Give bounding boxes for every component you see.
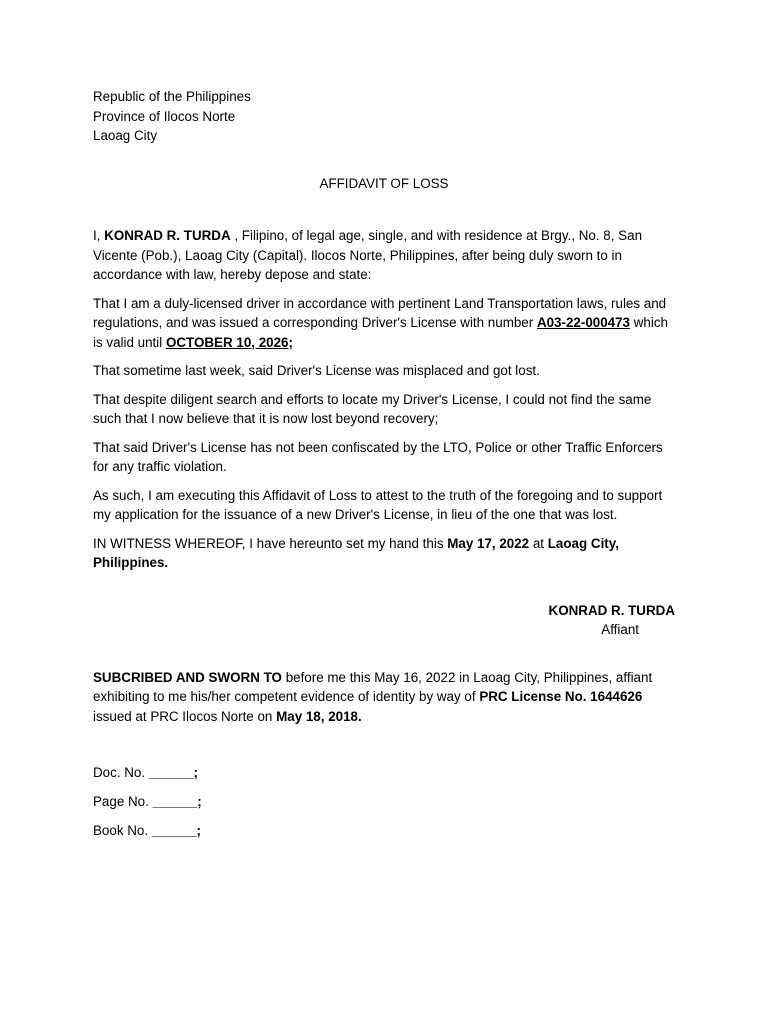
signature-block (93, 601, 675, 640)
book-no-line (93, 821, 675, 841)
doc-no-line (93, 763, 675, 783)
header-republic: Republic of the Philippines (93, 89, 251, 104)
witness-paragraph (93, 534, 675, 573)
license-end: ; (288, 334, 293, 350)
witness-mid: at (529, 535, 548, 551)
jurat-text1: before me this May 16, 2022 in Laoag City, Philippines, affiant exhibiting to me his/her competent evidence of identity by way of (93, 669, 653, 704)
search-paragraph: That despite diligent search and efforts to locate my Driver's License, I could not find the same such that I now believe that it is now lost beyond recovery; (93, 391, 652, 426)
intro-paragraph (93, 226, 675, 285)
affidavit-document (93, 87, 675, 850)
license-number: A03-22-000473 (536, 315, 630, 330)
not-confiscated-paragraph: That said Driver's License has not been confiscated by the LTO, Police or other Traffic Enforcers for any traffic violation. (93, 439, 663, 474)
notarial-register (93, 763, 675, 841)
license-valid-until: OCTOBER 10, 2026 (165, 334, 289, 350)
page-no-line (93, 792, 675, 812)
affiant-name: KONRAD R. TURDA (104, 228, 231, 243)
jurat-paragraph (93, 668, 675, 727)
page-no-blank: ______; (152, 794, 202, 809)
header-province: Province of Ilocos Norte (93, 108, 236, 124)
license-paragraph (93, 294, 675, 353)
lost-paragraph: That sometime last week, said Driver's License was misplaced and got lost. (93, 363, 540, 378)
license-mid: which is valid until (93, 315, 668, 350)
page-no-label: Page No. (93, 794, 153, 809)
witness-date: May 17, 2022 (447, 535, 530, 551)
jurat-license: PRC License No. 1644626 (479, 689, 643, 704)
document-title: AFFIDAVIT OF LOSS (319, 175, 449, 191)
jurat-text2: issued at PRC Ilocos Norte on (93, 708, 277, 724)
header-city: Laoag City (93, 128, 158, 143)
doc-no-blank: ______; (148, 765, 198, 780)
jurat-date: May 18, 2018. (276, 708, 362, 724)
intro-pre: I, (93, 228, 105, 243)
book-no-blank: ______; (151, 823, 201, 838)
signature-name: KONRAD R. TURDA (548, 602, 675, 618)
license-pre: That I am a duly-licensed driver in accordance with pertinent Land Transportation laws, rules and regulations, and was issued a corresponding Driver's License with number (93, 295, 667, 330)
intro-post: , Filipino, of legal age, single, and with residence at Brgy., No. 8, San Vicente (Pob.), Laoag City (Capital). Ilocos Norte, Philippines, after being duly sworn to in accordance with law, hereby depose and state: (93, 228, 643, 282)
jurat-lead: SUBCRIBED AND SWORN TO (93, 669, 282, 685)
book-no-label: Book No. (93, 823, 152, 838)
witness-place: Laoag City, Philippines. (93, 535, 619, 570)
purpose-paragraph: As such, I am executing this Affidavit of Loss to attest to the truth of the foregoing and to support my application for the issuance of a new Driver's License, in lieu of the one that was lost. (93, 487, 663, 522)
document-header (93, 87, 675, 146)
doc-no-label: Doc. No. (93, 765, 149, 780)
signature-role: Affiant (601, 622, 639, 637)
witness-pre: IN WITNESS WHEREOF, I have hereunto set my hand this (93, 535, 448, 551)
